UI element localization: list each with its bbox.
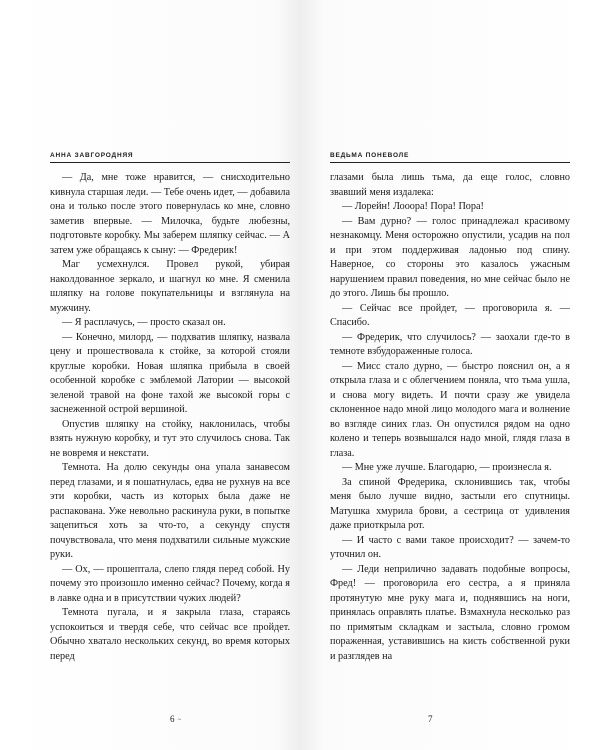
paragraph: — Лорейн! Лооора! Пора! Пора! (342, 201, 484, 212)
left-page (50, 152, 290, 724)
paragraph: — Конечно, милорд, — подхватив шляпку, назвала цену и прошествовала к стойке, за которой стояли круглые коробки. Новая шляпка прибыла в своей особенной коробке с эмблемой Латории — высокой зеленой травой на фоне тахой же высокой горы с заснеженной острой вершиной. (50, 331, 290, 415)
ornament-glyph: ~ (177, 716, 182, 724)
paragraph: — Сейчас все пройдет, — проговорила я. — Спасибо. (330, 302, 570, 328)
paragraph: Маг усмехнулся. Провел рукой, убирая наколдованное зеркало, и шагнул ко мне. Я сменила шляпку на голове покупательницы и взглянула на мужчину. (50, 259, 290, 314)
paragraph: — И часто с вами такое происходит? — зачем-то уточнил он. (330, 534, 570, 560)
paragraph: За спиной Фредерика, склонившись так, чтобы меня было лучше видно, застыли его спутницы. Матушка хмурила брови, а сестрица от удивления даже приоткрыла рот. (330, 476, 570, 531)
page-number: 6 (170, 714, 175, 724)
right-running-head: ВЕДЬМА ПОНЕВОЛЕ (330, 152, 570, 163)
paragraph: — Ох, — прошептала, слепо глядя перед собой. Ну почему это произошло именно сейчас? Почему, когда я в лавке одна и в присутствии чужих людей? (50, 563, 290, 604)
paragraph: — Фредерик, что случилось? — заохали где-то в темноте взбудораженные голоса. (330, 331, 570, 357)
paragraph: — Мисс стало дурно, — быстро пояснил он, а я открыла глаза и с облегчением поняла, что тьма ушла, и снова могу видеть. И почти сразу же увидела склоненное надо мной лицо молодого мага и волнение во взгляде синих глаз. Он опустился рядом на одно колено и теперь возвышался надо мной, глядя глаза в глаза. (330, 360, 570, 459)
right-page (330, 152, 570, 724)
paragraph: — Мне уже лучше. Благодарю, — произнесла я. (342, 462, 552, 473)
left-running-head: АННА ЗАВГОРОДНЯЯ (50, 152, 290, 163)
paragraph: Темнота пугала, и я закрыла глаза, стараясь успокоиться и твердя себе, что сейчас все пройдет. Обычно хватало нескольких секунд, во время которых перед (50, 607, 290, 662)
paragraph: Темнота. На долю секунды она упала занавесом перед глазами, и я пошатнулась, едва не рухнув на все эти коробки, часть из которых была даже не распакована. Уже невольно раскинула руки, в попытке зацепиться хоть за что-то, а секунду спустя почувствовала, что меня подхватили сильные мужские руки. (50, 462, 290, 560)
paragraph: — Вам дурно? — голос принадлежал красивому незнакомцу. Меня осторожно опустили, усадив на пол и при этом поддерживая ладонью под спину. Наверное, со стороны это казалось ужасным нарушением правил поведения, но мне сейчас было не до этого. Лишь бы прошло. (330, 215, 570, 299)
paragraph: глазами была лишь тьма, да еще голос, словно звавший меня издалека: (330, 172, 570, 198)
paragraph: — Да, мне тоже нравится, — снисходительно кивнула старшая леди. — Тебе очень идет, — добавила она и только после этого повернулась ко мне, словно заметив впервые. — Милочка, будьте любезны, подготовьте коробку. Мы заберем шляпку сейчас. — А затем уже обращаясь к сыну: — Фредерик! (50, 172, 290, 256)
page-number: 7 (428, 714, 433, 724)
paragraph: — Леди неприлично задавать подобные вопросы, Фред! — проговорила его сестра, а я приняла протянутую мне руку мага и, поднявшись на ноги, принялась оправлять платье. Взмахнула несколько раз по примятым складкам и застыла, словно громом пораженная, уставившись на кисть собственной руки и разглядев на (330, 563, 570, 662)
paragraph: — Я расплачусь, — просто сказал он. (62, 317, 226, 328)
paragraph: Опустив шляпку на стойку, наклонилась, чтобы взять нужную коробку, и тут это случилось снова. Так не вовремя и некстати. (50, 418, 290, 459)
left-page-number (170, 714, 181, 724)
right-page-text (330, 171, 570, 664)
left-page-text (50, 171, 290, 664)
right-page-number (428, 714, 433, 724)
